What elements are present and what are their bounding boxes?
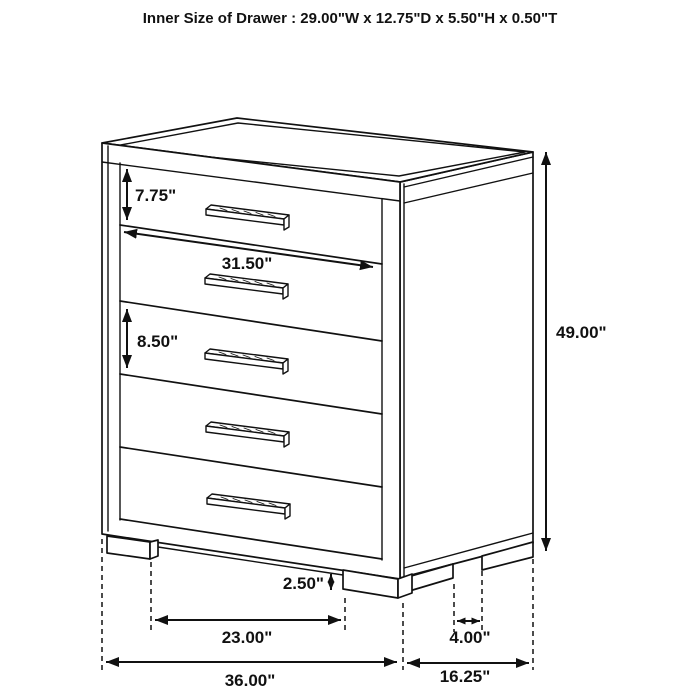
dimension-label-side-feet-spacing: 4.00"	[449, 628, 491, 647]
dimension-label-overall-width: 36.00"	[224, 671, 276, 690]
dimension-label-foot-height: 2.50"	[282, 574, 324, 593]
chest-side-panel	[400, 152, 533, 578]
dimension-label-overall-height: 49.00"	[556, 323, 607, 342]
dimension-label-top-drawer-height: 7.75"	[135, 186, 177, 205]
dimension-label-drawer-height: 8.50"	[137, 332, 179, 351]
diagram-title: Inner Size of Drawer : 29.00"W x 12.75"D x 5.50"H x 0.50"T	[142, 10, 558, 27]
dimension-label-drawer-width: 31.50"	[221, 254, 273, 273]
dimension-label-front-feet-spacing: 23.00"	[221, 628, 273, 647]
dimension-label-overall-depth: 16.25"	[439, 667, 491, 686]
